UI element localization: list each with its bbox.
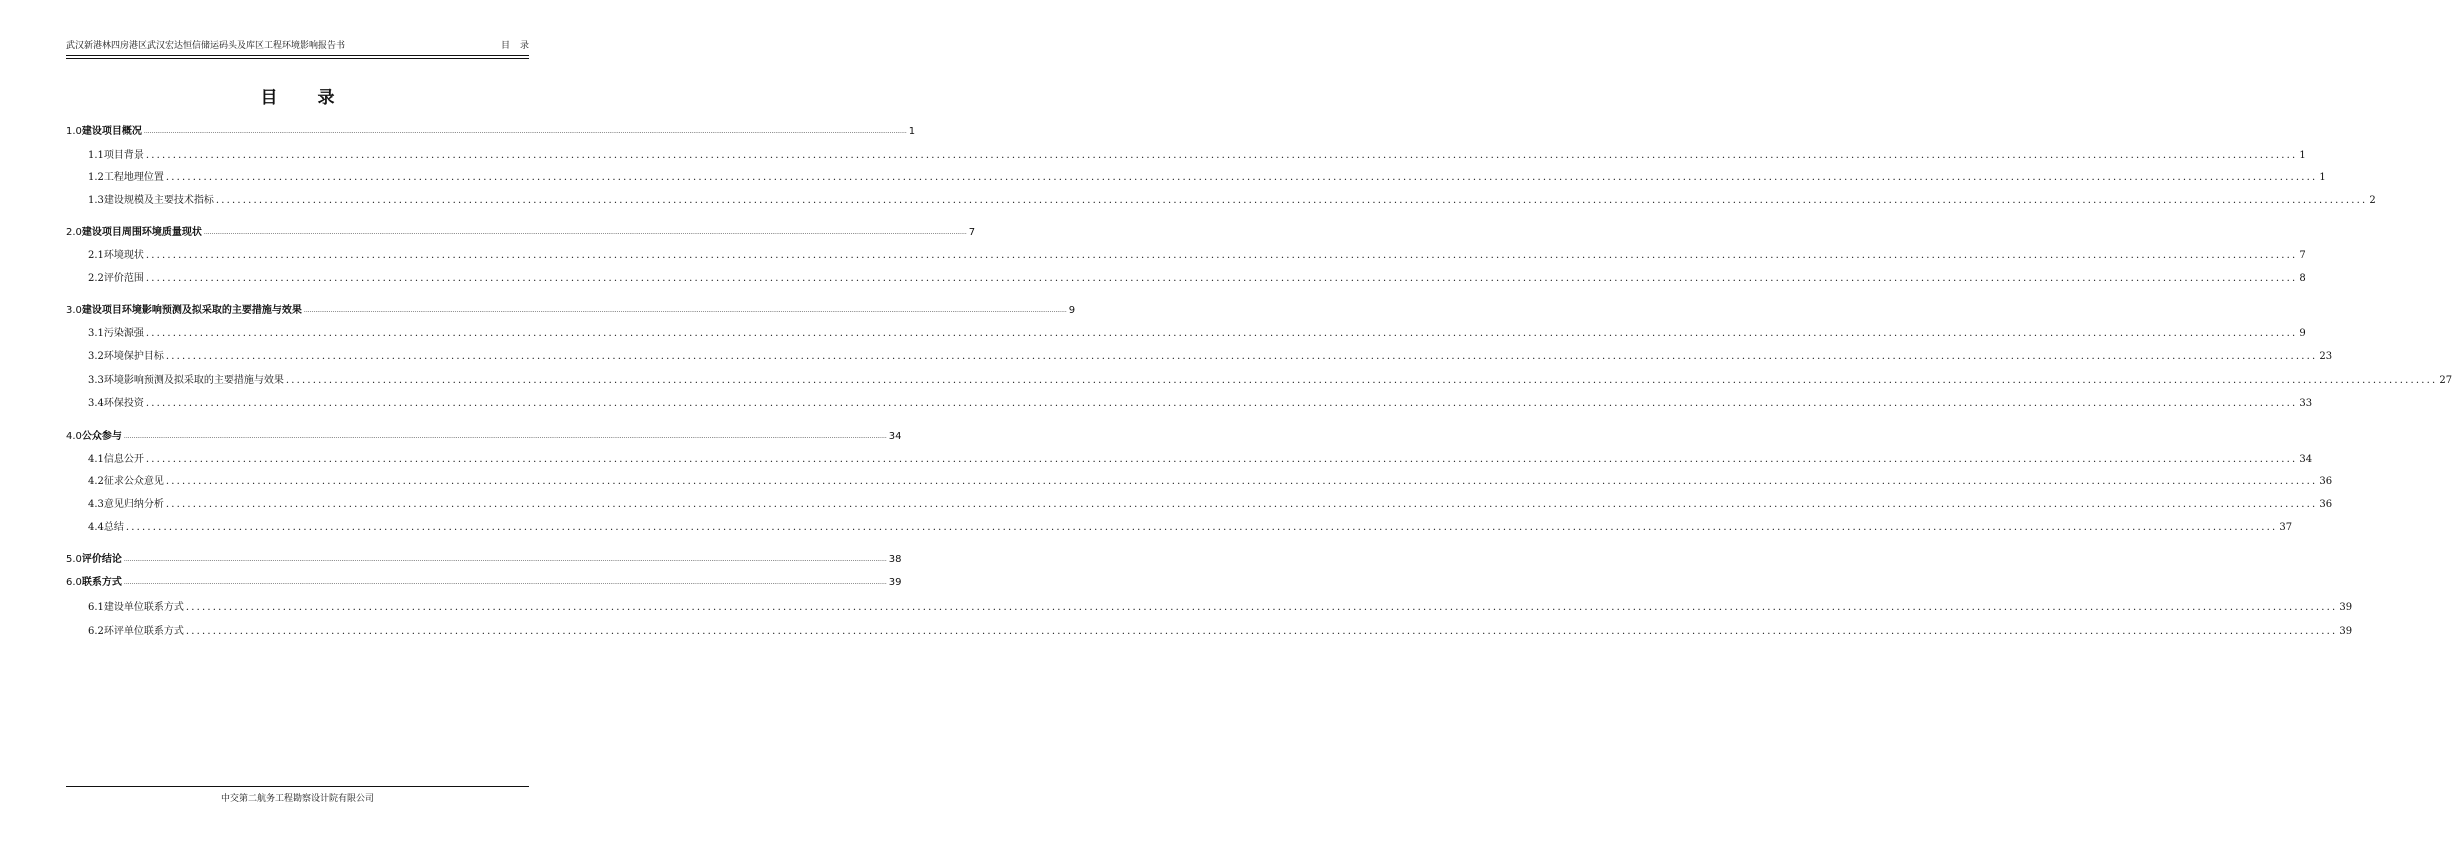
toc-entry-page: 1 [2299,150,2306,161]
toc-entry[interactable] [66,549,902,565]
footer-rule [66,786,529,787]
toc-entry[interactable] [66,268,2306,284]
toc-leader-dots: ................................................................................................................................................................................................................................................................................................................................................................................................................ [165,476,2318,487]
toc-entry-page: 9 [1068,305,1076,316]
toc-entry-page: 8 [2299,273,2306,284]
toc-leader-dots: ................................................................................................................................................................................................................................................................................................................................................................................................................ [145,398,2298,409]
toc-entry-number: 4.2 [88,476,104,487]
toc-entry-number: 1.0 [66,126,82,137]
toc-entry-label: 工程地理位置 [103,172,164,183]
toc-entry-label: 建设项目周围环境质量现状 [81,227,202,238]
toc-entry-page: 7 [2299,250,2306,261]
toc-entry-number: 3.1 [88,328,104,339]
toc-entry[interactable] [66,393,2313,409]
toc-entry[interactable] [66,190,2376,206]
toc-entry-page: 9 [2299,328,2306,339]
header-section-name: 目录 [500,41,539,51]
toc-entry-page: 33 [2299,398,2313,409]
toc-leader-dots: ................................................................................................................................................................................................................................................................................................................................................................................................................ [143,128,907,135]
toc-entry-number: 2.1 [88,250,104,261]
toc-entry-label: 建设单位联系方式 [103,602,184,613]
toc-entry-label: 环保投资 [103,398,144,409]
toc-entry-page: 23 [2319,351,2333,362]
toc-entry-label: 环评单位联系方式 [103,626,184,637]
toc-entry-label: 评价结论 [81,554,122,565]
toc-leader-dots: ................................................................................................................................................................................................................................................................................................................................................................................................................ [303,307,1067,314]
toc-entry[interactable] [66,222,976,238]
toc-entry-page: 34 [2299,454,2313,465]
toc-entry-page: 34 [888,431,902,442]
toc-entry-number: 1.3 [88,195,104,206]
toc-entry-label: 污染源强 [103,328,144,339]
toc-entry[interactable] [66,245,2306,261]
toc-entry-page: 37 [2279,522,2293,533]
toc-leader-dots: ................................................................................................................................................................................................................................................................................................................................................................................................................ [123,556,887,563]
toc-entry[interactable] [66,517,2293,533]
toc-entry[interactable] [66,323,2306,339]
toc-entry[interactable] [66,494,2333,510]
toc-entry[interactable] [66,597,2353,613]
toc-entry-number: 4.1 [88,454,104,465]
toc-entry[interactable] [66,121,916,137]
toc-entry[interactable] [66,621,2353,637]
toc-leader-dots: ................................................................................................................................................................................................................................................................................................................................................................................................................ [145,273,2298,284]
toc-leader-dots: ................................................................................................................................................................................................................................................................................................................................................................................................................ [285,375,2438,386]
toc-leader-dots: ................................................................................................................................................................................................................................................................................................................................................................................................................ [145,454,2298,465]
toc-entry[interactable] [66,167,2326,183]
toc-entry[interactable] [66,471,2333,487]
toc-leader-dots: ................................................................................................................................................................................................................................................................................................................................................................................................................ [185,602,2338,613]
running-header [66,40,539,54]
toc-leader-dots: ................................................................................................................................................................................................................................................................................................................................................................................................................ [165,351,2318,362]
toc-leader-dots: ................................................................................................................................................................................................................................................................................................................................................................................................................ [203,229,967,236]
toc-leader-dots: ................................................................................................................................................................................................................................................................................................................................................................................................................ [123,433,887,440]
toc-entry-page: 1 [908,126,916,137]
toc-entry[interactable] [66,346,2333,362]
toc-entry-page: 38 [888,554,902,565]
toc-entry-label: 总结 [103,522,124,533]
toc-entry-label: 评价范围 [103,273,144,284]
toc-entry-label: 信息公开 [103,454,144,465]
header-rule [66,55,529,56]
toc-leader-dots: ................................................................................................................................................................................................................................................................................................................................................................................................................ [215,195,2368,206]
toc-entry-page: 27 [2439,375,2452,386]
header-rule-thin [66,58,529,59]
toc-entry-number: 6.0 [66,577,82,588]
toc-entry-label: 环境现状 [103,250,144,261]
toc-entry-number: 2.2 [88,273,104,284]
toc-entry-number: 1.1 [88,150,104,161]
toc-entry-page: 36 [2319,476,2333,487]
page-title: 目录 [260,88,375,108]
toc-entry-label: 联系方式 [81,577,122,588]
header-report-title: 武汉新港林四房港区武汉宏达恒信储运码头及库区工程环境影响报告书 [66,41,346,51]
toc-entry-page: 2 [2369,195,2376,206]
toc-entry-number: 6.1 [88,602,104,613]
toc-entry-number: 5.0 [66,554,82,565]
toc-entry-number: 4.0 [66,431,82,442]
toc-entry-number: 4.4 [88,522,104,533]
toc-entry-page: 39 [2339,626,2353,637]
toc-entry-label: 环境影响预测及拟采取的主要措施与效果 [103,375,284,386]
footer-company: 中交第二航务工程勘察设计院有限公司 [220,794,374,804]
toc-entry-number: 1.2 [88,172,104,183]
toc-entry[interactable] [66,572,902,588]
toc-leader-dots: ................................................................................................................................................................................................................................................................................................................................................................................................................ [145,328,2298,339]
toc-entry-page: 1 [2319,172,2326,183]
toc-entry-number: 3.0 [66,305,82,316]
toc-entry-label: 建设规模及主要技术指标 [103,195,214,206]
toc-leader-dots: ................................................................................................................................................................................................................................................................................................................................................................................................................ [125,522,2278,533]
toc-entry-label: 项目背景 [103,150,144,161]
toc-entry-label: 公众参与 [81,431,122,442]
toc-entry[interactable] [66,426,902,442]
toc-entry-number: 3.3 [88,375,104,386]
toc-leader-dots: ................................................................................................................................................................................................................................................................................................................................................................................................................ [185,626,2338,637]
toc-entry[interactable] [66,145,2306,161]
toc-entry-number: 3.2 [88,351,104,362]
toc-entry-label: 征求公众意见 [103,476,164,487]
toc-leader-dots: ................................................................................................................................................................................................................................................................................................................................................................................................................ [165,499,2318,510]
toc-entry-label: 环境保护目标 [103,351,164,362]
toc-leader-dots: ................................................................................................................................................................................................................................................................................................................................................................................................................ [165,172,2318,183]
toc-entry-label: 建设项目环境影响预测及拟采取的主要措施与效果 [81,305,302,316]
toc-entry-label: 建设项目概况 [81,126,142,137]
toc-entry-number: 4.3 [88,499,104,510]
toc-entry[interactable] [66,449,2313,465]
toc-leader-dots: ................................................................................................................................................................................................................................................................................................................................................................................................................ [123,579,887,586]
toc-entry-number: 2.0 [66,227,82,238]
toc-entry-number: 3.4 [88,398,104,409]
toc-leader-dots: ................................................................................................................................................................................................................................................................................................................................................................................................................ [145,150,2298,161]
toc-entry[interactable] [66,300,1076,316]
toc-entry-page: 39 [2339,602,2353,613]
toc-leader-dots: ................................................................................................................................................................................................................................................................................................................................................................................................................ [145,250,2298,261]
toc-entry-page: 7 [968,227,976,238]
toc-entry-page: 39 [888,577,902,588]
toc-entry[interactable] [66,370,2452,386]
toc-entry-page: 36 [2319,499,2333,510]
toc-entry-label: 意见归纳分析 [103,499,164,510]
toc-entry-number: 6.2 [88,626,104,637]
